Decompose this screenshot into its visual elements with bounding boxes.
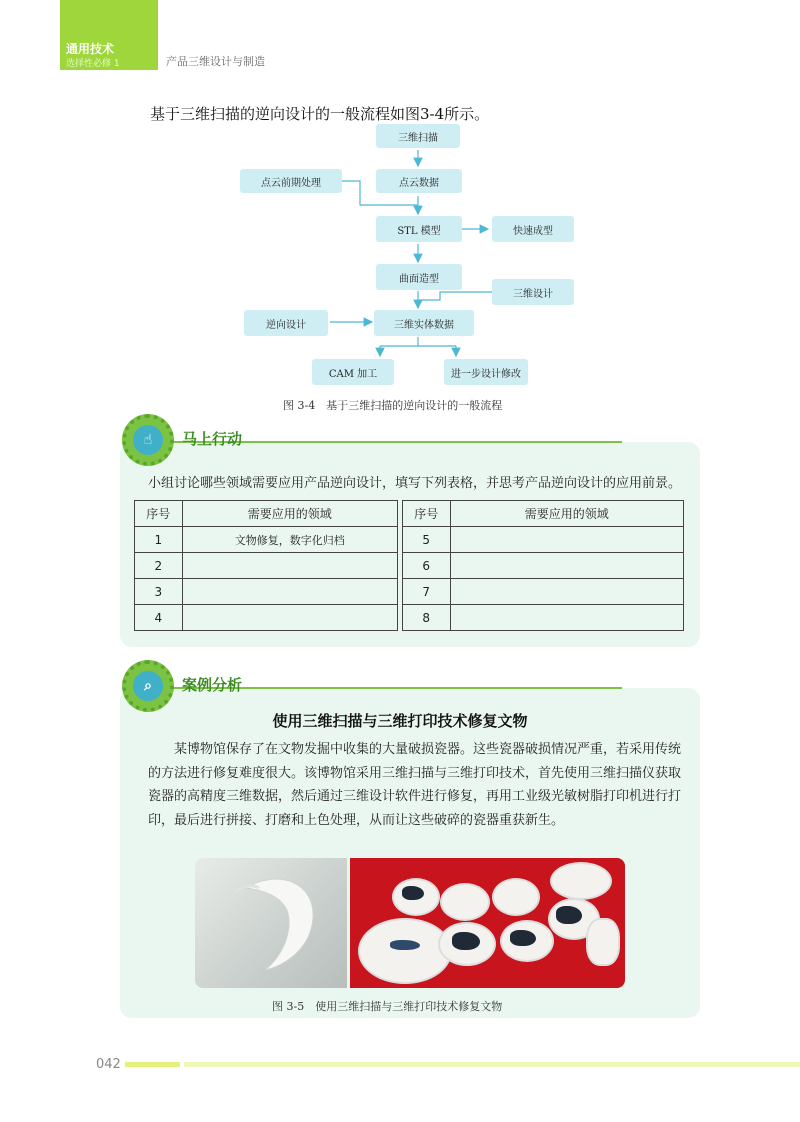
- shard: [402, 886, 424, 900]
- domain-table-right: [402, 500, 684, 631]
- table-row: [403, 527, 684, 553]
- cell-field[interactable]: [450, 579, 684, 605]
- cell-no: 6: [403, 553, 451, 579]
- magnifier-icon: ⌕: [133, 671, 163, 701]
- vase-shape: [586, 918, 620, 966]
- action-task-text: 小组讨论哪些领域需要应用产品逆向设计，填写下列表格，并思考产品逆向设计的应用前景。: [148, 476, 682, 491]
- node-pointcloud: 点云数据: [376, 169, 462, 193]
- node-preprocess: 点云前期处理: [240, 169, 342, 193]
- cell-field[interactable]: [450, 605, 684, 631]
- table-row: [403, 579, 684, 605]
- scan-model-image: [195, 858, 347, 988]
- action-tag: 马上行动: [182, 430, 243, 448]
- case-title: 使用三维扫描与三维打印技术修复文物: [272, 712, 528, 730]
- node-scan: 三维扫描: [376, 124, 460, 148]
- figure-caption-3-4: 图 3-4 基于三维扫描的逆向设计的一般流程: [283, 399, 503, 412]
- figure-caption-3-5: 图 3-5 使用三维扫描与三维打印技术修复文物: [272, 1000, 503, 1013]
- action-gear-icon: [122, 414, 174, 466]
- cell-no: 7: [403, 579, 451, 605]
- cell-no: 3: [135, 579, 183, 605]
- bowl-fragment-icon: [195, 858, 347, 988]
- shard: [556, 906, 582, 924]
- cell-field[interactable]: [450, 527, 684, 553]
- node-design3d: 三维设计: [492, 279, 574, 305]
- shard: [390, 940, 420, 950]
- restored-porcelain-image: [350, 858, 625, 988]
- node-stl: STL 模型: [376, 216, 462, 242]
- node-rapid: 快速成型: [492, 216, 574, 242]
- cell-no: 2: [135, 553, 183, 579]
- line-design3d-merge: [418, 292, 492, 300]
- shard: [510, 930, 536, 946]
- footer-bar: [184, 1062, 800, 1067]
- flowchart-connectors: [0, 0, 800, 420]
- cell-field[interactable]: [450, 553, 684, 579]
- footer-bar: [125, 1062, 180, 1067]
- col-header-no: 序号: [403, 501, 451, 527]
- node-reverse: 逆向设计: [244, 310, 328, 336]
- bowl-shape: [358, 918, 452, 984]
- book-title: 通用技术: [66, 42, 115, 56]
- table-row: [403, 553, 684, 579]
- cell-field[interactable]: [182, 579, 397, 605]
- cell-field[interactable]: 文物修复，数字化归档: [182, 527, 397, 553]
- shard: [452, 932, 480, 950]
- table-row: [135, 527, 398, 553]
- cell-no: 1: [135, 527, 183, 553]
- table-row: [135, 605, 398, 631]
- table-row: [135, 553, 398, 579]
- cell-field[interactable]: [182, 605, 397, 631]
- cell-no: 4: [135, 605, 183, 631]
- bowl-shape: [550, 862, 612, 900]
- book-subtitle: 选择性必修 1: [66, 59, 120, 69]
- hand-icon: ☝: [133, 425, 163, 455]
- node-further: 进一步设计修改: [444, 359, 528, 385]
- bowl-shape: [492, 878, 540, 916]
- intro-text: 基于三维扫描的逆向设计的一般流程如图3-4所示。: [150, 105, 490, 123]
- node-solid: 三维实体数据: [374, 310, 474, 336]
- col-header-field: 需要应用的领域: [450, 501, 684, 527]
- cell-field[interactable]: [182, 553, 397, 579]
- col-header-field: 需要应用的领域: [182, 501, 397, 527]
- domain-table-left: [134, 500, 398, 631]
- table-row: [135, 579, 398, 605]
- section-title: 产品三维设计与制造: [166, 55, 265, 68]
- col-header-no: 序号: [135, 501, 183, 527]
- node-cam: CAM 加工: [312, 359, 394, 385]
- case-paragraph: 某博物馆保存了在文物发掘中收集的大量破损瓷器。这些瓷器破损情况严重，若采用传统的方法进行修复难度很大。该博物馆采用三维扫描与三维打印技术，首先使用三维扫描仪获取瓷器的高精度三维数据，然后通过三维设计软件进行修复，再用工业级光敏树脂打印机进行打印，最后进行拼接、打磨和上色处理，从而让这些破碎的瓷器重获新生。: [148, 742, 682, 828]
- table-row: [403, 605, 684, 631]
- node-surface: 曲面造型: [376, 264, 462, 290]
- cell-no: 5: [403, 527, 451, 553]
- cell-no: 8: [403, 605, 451, 631]
- case-gear-icon: [122, 660, 174, 712]
- page-number: 042: [96, 1057, 121, 1072]
- case-tag: 案例分析: [182, 676, 243, 694]
- bowl-shape: [440, 883, 490, 921]
